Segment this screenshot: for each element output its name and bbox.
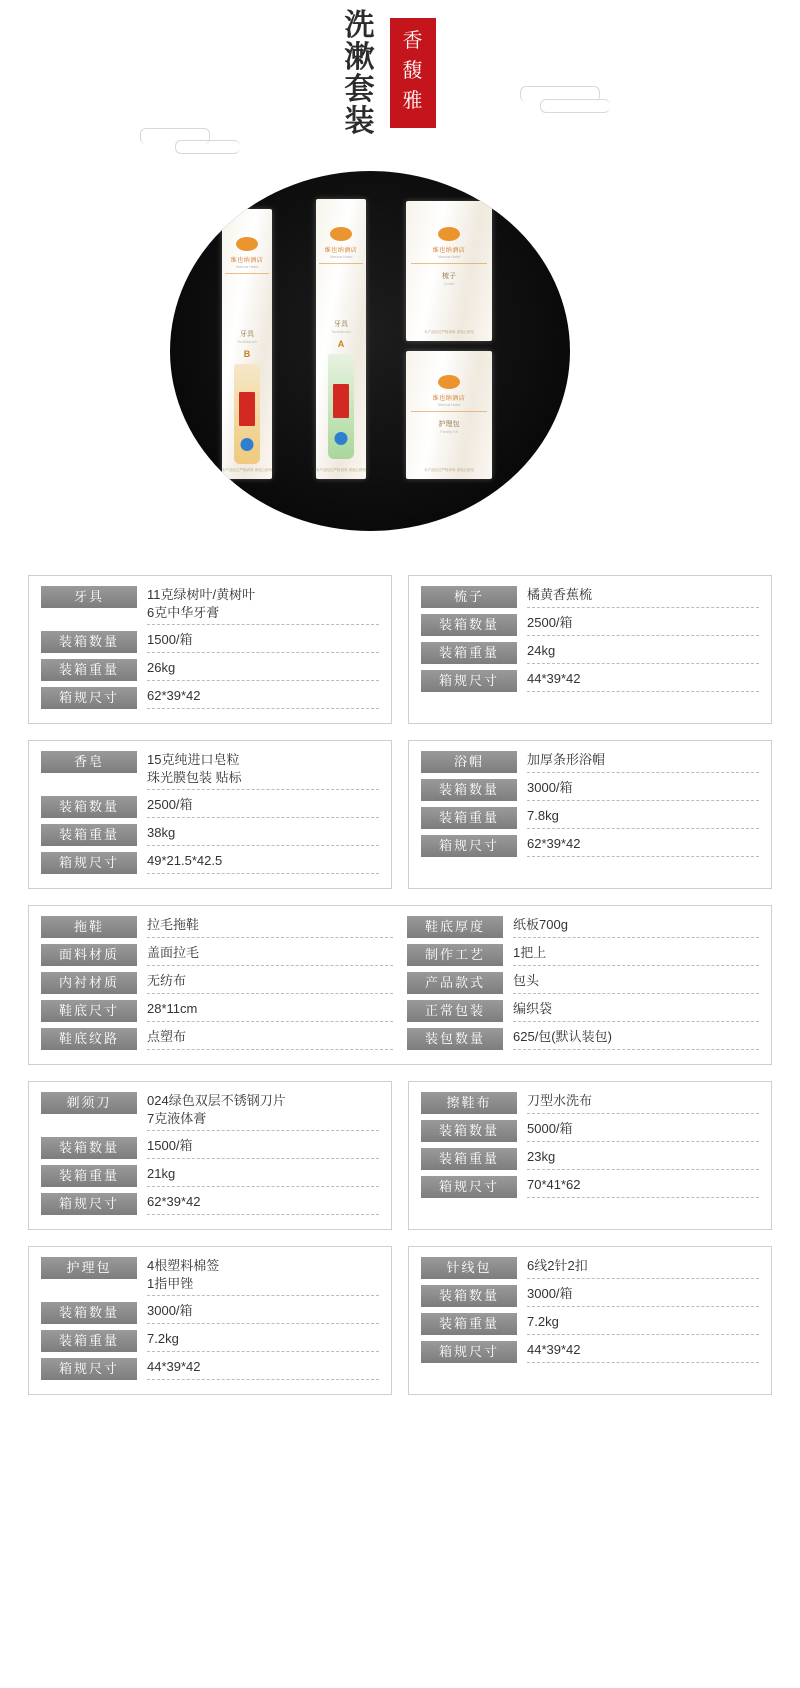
- sachet-footnote: 本产品经过严格消毒 请放心使用: [424, 330, 474, 334]
- spec-value: 3000/箱: [527, 1285, 759, 1307]
- spec-label: 内衬材质: [41, 972, 137, 994]
- spec-label: 正常包装: [407, 1000, 503, 1022]
- spec-line: [41, 1193, 379, 1215]
- sachet-brand-en: Vienna Hotel: [235, 264, 259, 269]
- spec-value: 3000/箱: [147, 1302, 379, 1324]
- spec-line: [421, 1176, 759, 1198]
- card-soap: [28, 740, 392, 889]
- spec-label: 装箱重量: [421, 807, 517, 829]
- spec-line: [407, 1000, 759, 1022]
- spec-value: [147, 751, 379, 790]
- spec-line: [41, 631, 379, 653]
- sachet-kind-en: Toothbrush: [331, 329, 351, 334]
- spec-label: 箱规尺寸: [41, 1193, 137, 1215]
- spec-value: 1500/箱: [147, 1137, 379, 1159]
- spec-label: 箱规尺寸: [421, 1176, 517, 1198]
- hotel-logo-icon: [438, 227, 460, 241]
- spec-line: [421, 1341, 759, 1363]
- spec-label: 面料材质: [41, 944, 137, 966]
- spec-line: [41, 796, 379, 818]
- decorative-line-left-bottom: [175, 140, 240, 154]
- spec-label: 装箱数量: [421, 779, 517, 801]
- spec-label: 装箱数量: [421, 1285, 517, 1307]
- page-header: [0, 0, 800, 175]
- spec-label: 装箱数量: [421, 1120, 517, 1142]
- title-char: 套: [344, 73, 376, 106]
- spec-label: 装箱重量: [41, 659, 137, 681]
- spec-value: 3000/箱: [527, 779, 759, 801]
- spec-value-line1: 15克纯进口皂粒: [147, 752, 240, 767]
- spec-label: 针线包: [421, 1257, 517, 1279]
- spec-value-line2: 6克中华牙膏: [147, 605, 220, 620]
- spec-line: [421, 807, 759, 829]
- spec-line: [421, 1313, 759, 1335]
- sachet-brand-en: Vienna Hotel: [437, 402, 461, 407]
- spec-label: 箱规尺寸: [41, 687, 137, 709]
- toothpaste-label: [239, 392, 255, 426]
- card-column: [421, 586, 759, 698]
- spec-label: 鞋底纹路: [41, 1028, 137, 1050]
- spec-line: [41, 586, 379, 625]
- spec-value: 26kg: [147, 659, 379, 681]
- sachet-brand: 维也纳酒店: [432, 248, 466, 254]
- spec-label: 浴帽: [421, 751, 517, 773]
- spec-value: 625/包(默认装包): [513, 1028, 759, 1050]
- spec-label: 装箱数量: [41, 796, 137, 818]
- spec-value: 44*39*42: [147, 1358, 379, 1380]
- spec-label: 装箱重量: [421, 1313, 517, 1335]
- spec-value: 23kg: [527, 1148, 759, 1170]
- spec-row: [28, 1246, 772, 1395]
- toothpaste-tube: [234, 364, 260, 464]
- card-comb: [408, 575, 772, 724]
- spec-value-line2: 1指甲锉: [147, 1276, 194, 1291]
- toothpaste-badge-icon: [335, 432, 348, 445]
- card-slippers: [28, 905, 772, 1065]
- spec-line: [41, 852, 379, 874]
- spec-value: 62*39*42: [147, 1193, 379, 1215]
- spec-line: [41, 916, 393, 938]
- spec-line: [407, 972, 759, 994]
- spec-value: 盖面拉毛: [147, 944, 393, 966]
- sachet-kind: 梳子: [442, 273, 456, 280]
- title-char: 漱: [344, 41, 376, 74]
- spec-label: 产品款式: [407, 972, 503, 994]
- spec-line: [41, 751, 379, 790]
- spec-label: 装箱重量: [421, 642, 517, 664]
- spec-label: 箱规尺寸: [41, 852, 137, 874]
- spec-value: 编织袋: [513, 1000, 759, 1022]
- card-sewing-kit: [408, 1246, 772, 1395]
- spec-label: 装包数量: [407, 1028, 503, 1050]
- photo-circle-backdrop: [170, 171, 570, 531]
- spec-row: [28, 905, 772, 1065]
- sachet-stripe: [411, 263, 487, 264]
- spec-value-line1: 024绿色双层不锈钢刀片: [147, 1093, 286, 1108]
- spec-label: 箱规尺寸: [421, 1341, 517, 1363]
- spec-line: [41, 824, 379, 846]
- spec-line: [407, 944, 759, 966]
- care-kit-sachet: [406, 351, 492, 479]
- spec-value: 62*39*42: [527, 835, 759, 857]
- product-photo: [0, 175, 800, 575]
- spec-value: 70*41*62: [527, 1176, 759, 1198]
- spec-label: 装箱重量: [421, 1148, 517, 1170]
- spec-label: 装箱数量: [421, 614, 517, 636]
- spec-line: [407, 1028, 759, 1050]
- spec-line: [421, 779, 759, 801]
- sachet-stripe: [225, 273, 269, 274]
- spec-value: 7.2kg: [527, 1313, 759, 1335]
- spec-value: 2500/箱: [147, 796, 379, 818]
- spec-label: 制作工艺: [407, 944, 503, 966]
- spec-row: [28, 575, 772, 724]
- title-char: 装: [344, 105, 376, 138]
- spec-value: 拉毛拖鞋: [147, 916, 393, 938]
- spec-value: 橘黄香蕉梳: [527, 586, 759, 608]
- spec-value: 无纺布: [147, 972, 393, 994]
- spec-line: [41, 944, 393, 966]
- spec-value: 1把上: [513, 944, 759, 966]
- spec-label: 鞋底尺寸: [41, 1000, 137, 1022]
- spec-label: 擦鞋布: [421, 1092, 517, 1114]
- spec-value: 加厚条形浴帽: [527, 751, 759, 773]
- decorative-line-right-bottom: [540, 99, 610, 113]
- spec-line: [421, 1092, 759, 1114]
- spec-line: [407, 916, 759, 938]
- spec-line: [41, 1000, 393, 1022]
- card-toothbrush: [28, 575, 392, 724]
- spec-value: 7.8kg: [527, 807, 759, 829]
- card-column: [421, 1257, 759, 1369]
- seal-stamp: [390, 18, 436, 128]
- spec-line: [41, 659, 379, 681]
- sachet-brand: 维也纳酒店: [324, 248, 358, 254]
- spec-label: 箱规尺寸: [421, 835, 517, 857]
- sachet-stripe: [319, 263, 363, 264]
- spec-line: [421, 642, 759, 664]
- hotel-logo-icon: [330, 227, 352, 241]
- spec-value: 49*21.5*42.5: [147, 852, 379, 874]
- spec-value: 44*39*42: [527, 1341, 759, 1363]
- spec-value-line2: 珠光膜包装 贴标: [147, 770, 242, 785]
- sachet-footnote: 本产品经过严格消毒 请放心使用: [424, 468, 474, 472]
- spec-label: 装箱数量: [41, 631, 137, 653]
- spec-value-line1: 4根塑料棉签: [147, 1258, 220, 1273]
- spec-value: 点塑布: [147, 1028, 393, 1050]
- spec-value-line1: 11克绿树叶/黄树叶: [147, 587, 256, 602]
- spec-line: [421, 1148, 759, 1170]
- spec-value: 21kg: [147, 1165, 379, 1187]
- title-char: 洗: [344, 9, 376, 42]
- comb-sachet: [406, 201, 492, 341]
- spec-value: 28*11cm: [147, 1000, 393, 1022]
- spec-line: [421, 614, 759, 636]
- spec-line: [41, 1137, 379, 1159]
- spec-line: [421, 670, 759, 692]
- card-shower-cap: [408, 740, 772, 889]
- spec-value: 38kg: [147, 824, 379, 846]
- spec-line: [41, 1358, 379, 1380]
- spec-value: 1500/箱: [147, 631, 379, 653]
- spec-line: [421, 835, 759, 857]
- toothbrush-sachet-a: [316, 199, 366, 479]
- spec-label: 鞋底厚度: [407, 916, 503, 938]
- card-column: [421, 1092, 759, 1204]
- sachet-kind: 护理包: [438, 421, 460, 428]
- seal-char: 雅: [402, 90, 424, 112]
- card-column: [41, 1092, 379, 1221]
- sachet-kind-en: Toothbrush: [237, 339, 257, 344]
- sachet-kind: 牙具: [240, 331, 254, 338]
- spec-value: [147, 1257, 379, 1296]
- spec-row: [28, 1081, 772, 1230]
- toothpaste-badge-icon: [241, 438, 254, 451]
- spec-line: [41, 1257, 379, 1296]
- hotel-logo-icon: [438, 375, 460, 389]
- spec-label: 剃须刀: [41, 1092, 137, 1114]
- seal-char: 馥: [402, 60, 424, 82]
- spec-label: 箱规尺寸: [41, 1358, 137, 1380]
- spec-label: 装箱重量: [41, 1330, 137, 1352]
- sachet-brand: 维也纳酒店: [230, 258, 264, 264]
- spec-value: [147, 586, 379, 625]
- spec-line: [41, 1028, 393, 1050]
- seal-char: 香: [402, 30, 424, 52]
- spec-line: [421, 1120, 759, 1142]
- sachet-brand: 维也纳酒店: [432, 396, 466, 402]
- card-column: [41, 586, 379, 715]
- spec-label: 装箱数量: [41, 1302, 137, 1324]
- sachet-kind: 牙具: [334, 321, 348, 328]
- spec-value: 6线2针2扣: [527, 1257, 759, 1279]
- card-column: [41, 916, 393, 1056]
- card-razor: [28, 1081, 392, 1230]
- spec-label: 装箱重量: [41, 824, 137, 846]
- spec-line: [41, 1165, 379, 1187]
- spec-label: 梳子: [421, 586, 517, 608]
- toothpaste-label: [333, 384, 349, 418]
- spec-label: 拖鞋: [41, 916, 137, 938]
- spec-line: [41, 1302, 379, 1324]
- sachet-letter: B: [243, 349, 251, 359]
- spec-value: 包头: [513, 972, 759, 994]
- spec-label: 装箱重量: [41, 1165, 137, 1187]
- sachet-stripe: [411, 411, 487, 412]
- spec-value: [147, 1092, 379, 1131]
- toothpaste-tube: [328, 354, 354, 459]
- spec-value: 62*39*42: [147, 687, 379, 709]
- spec-line: [41, 1330, 379, 1352]
- sachet-brand-en: Vienna Hotel: [437, 254, 461, 259]
- spec-row: [28, 740, 772, 889]
- spec-line: [41, 972, 393, 994]
- sachet-brand-en: Vienna Hotel: [329, 254, 353, 259]
- spec-label: 箱规尺寸: [421, 670, 517, 692]
- toothbrush-sachet-b: [222, 209, 272, 479]
- sachet-footnote: 本产品经过严格消毒 请放心使用: [222, 468, 272, 472]
- page-title: [338, 10, 382, 138]
- sachet-kind-en: Comb: [443, 281, 455, 286]
- spec-label: 护理包: [41, 1257, 137, 1279]
- spec-label: 香皂: [41, 751, 137, 773]
- sachet-kind-en: Family Kit: [440, 429, 458, 434]
- card-column: [41, 751, 379, 880]
- hotel-logo-icon: [236, 237, 258, 251]
- spec-line: [421, 1285, 759, 1307]
- card-column: [41, 1257, 379, 1386]
- spec-value: 纸板700g: [513, 916, 759, 938]
- spec-line: [41, 1092, 379, 1131]
- card-shoe-cloth: [408, 1081, 772, 1230]
- spec-value: 24kg: [527, 642, 759, 664]
- spec-label: 牙具: [41, 586, 137, 608]
- sachet-footnote: 本产品经过严格消毒 请放心使用: [316, 468, 366, 472]
- spec-line: [421, 586, 759, 608]
- spec-value: 7.2kg: [147, 1330, 379, 1352]
- card-column: [393, 916, 759, 1056]
- card-column: [421, 751, 759, 863]
- spec-label: 装箱数量: [41, 1137, 137, 1159]
- spec-line: [421, 1257, 759, 1279]
- spec-line: [421, 751, 759, 773]
- spec-table-area: [0, 575, 800, 1435]
- card-care-kit: [28, 1246, 392, 1395]
- sachet-letter: A: [337, 339, 345, 349]
- spec-value-line2: 7克液体膏: [147, 1111, 207, 1126]
- spec-value: 5000/箱: [527, 1120, 759, 1142]
- spec-value: 2500/箱: [527, 614, 759, 636]
- spec-value: 刀型水洗布: [527, 1092, 759, 1114]
- spec-line: [41, 687, 379, 709]
- spec-value: 44*39*42: [527, 670, 759, 692]
